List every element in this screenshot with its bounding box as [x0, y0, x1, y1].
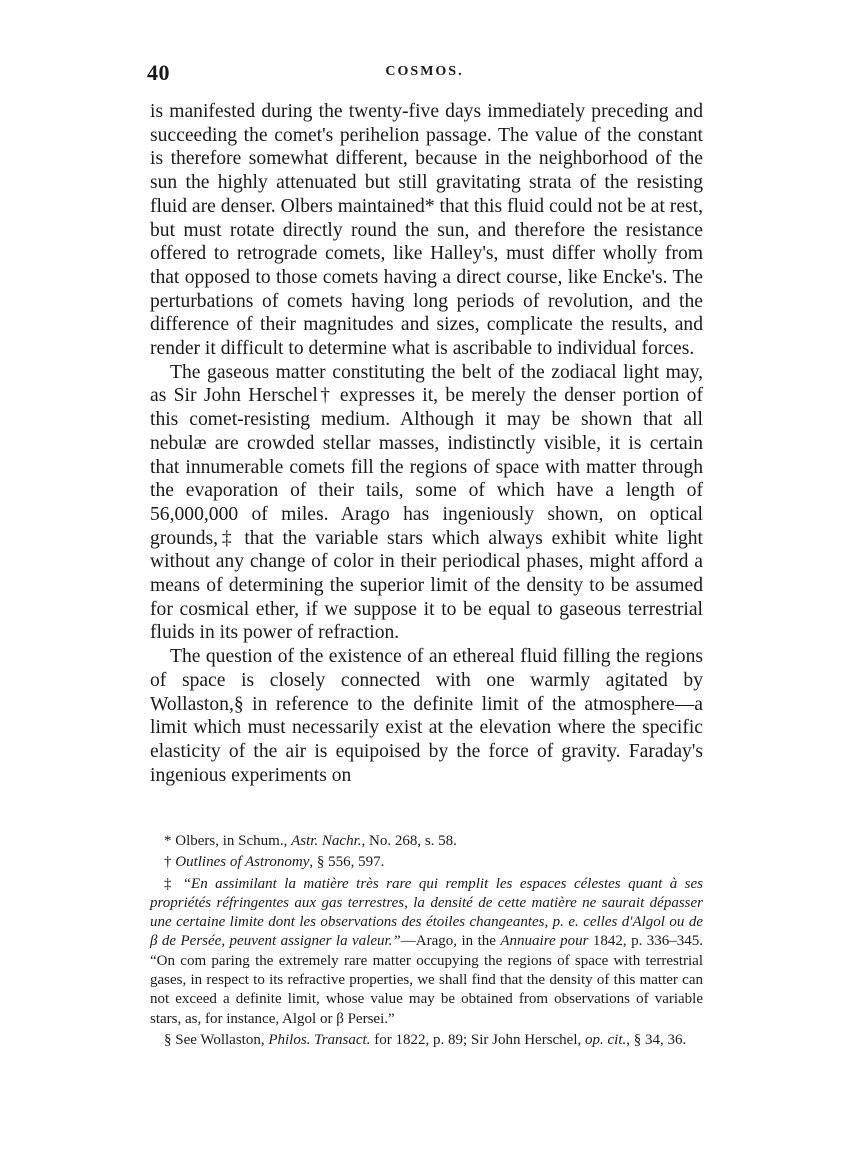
footnote-4: § See Wollaston, Philos. Transact. for 1822, p. 89; Sir John Herschel, op. cit., § 34, 36. — [164, 1031, 687, 1048]
paragraph-3: The question of the existence of an ethereal fluid filling the regions of space is closely connected with one warmly agitated by Wollaston,§ in reference to the definite limit of the atmosphere—a limit which must necessarily exist at the elevation where the specific elasticity of the air is equipoised by the force of gravity. Faraday's ingenious experiments on — [150, 646, 703, 786]
french-quote: “En assimilant la matière très rare qui remplit les espaces célestes quant à ses propriétés réfringentes aux gas terrestres, la densité de cette matière ne saurait dépasser une certaine limite dont les observations des étoiles changeantes, p. e. celles d'Algol ou de β de Persée, peuvent assigner la valeur.” — [150, 875, 704, 950]
footnotes — [150, 832, 703, 1052]
paragraph-2: The gaseous matter constituting the belt of the zodiacal light may, as Sir John Herschel† expresses it, be merely the denser portion of this comet-resisting medium. Although it may be shown that all nebulæ are crowded stellar masses, indistinctly visible, it is certain that innumerable comets fill the regions of space with matter through the evaporation of their tails, some of which have a length of 56,000,000 of miles. Arago has ingeniously shown, on optical grounds,‡ that the variable stars which always exhibit white light without any change of color in their periodical phases, might afford a means of determining the superior limit of the density to be assumed for cosmical ether, if we suppose it to be equal to gaseous terrestrial fluids in its power of refraction. — [150, 361, 703, 644]
footnote-mark: † — [164, 854, 172, 871]
paragraph-1: is manifested during the twenty-five days immediately preceding and succeeding the comet's perihelion passage. The value of the constant is therefore somewhat different, because in the neighborhood of the sun the highly attenuated but still gravitating strata of the resisting fluid are denser. Olbers maintained* that this fluid could not be at rest, but must rotate directly round the sun, and therefore the resistance offered to retrograde comets, like Halley's, must differ wholly from that opposed to those comets having a direct course, like Encke's. The perturbations of comets having long periods of revolution, and the difference of their magnitudes and sizes, complicate the results, and render it difficult to determine what is ascribable to individual forces. — [150, 101, 703, 360]
main-text — [150, 100, 703, 787]
running-head: COSMOS. — [385, 64, 464, 79]
book-title: Outlines of Astronomy — [175, 854, 310, 871]
journal-title: Philos. Transact. — [268, 1031, 371, 1048]
footnote-mark: ‡ — [164, 875, 176, 892]
journal-title: Astr. Nachr. — [291, 833, 362, 849]
footnote-3: ‡ “En assimilant la matière très rare qui remplit les espaces célestes quant à ses propriétés réfringentes aux gas terrestres, la densité de cette matière ne saurait dépasser une certaine limite dont les observations des étoiles changeantes, p. e. celles d'Algol ou de β de Persée, peuvent assigner la valeur.”—Arago, in the Annuaire pour 1842, p. 336–345. “On com paring the extremely rare matter occupying the regions of space with terrestrial gases, in respect to its refractive properties, we shall find that the density of this matter can not exceed a definite limit, whose value may be obtained from observations of variable stars, as, for instance, Algol or β Persei.” — [150, 875, 704, 1027]
annuaire-title: Annuaire pour — [500, 933, 589, 950]
page-number: 40 — [147, 60, 170, 85]
footnote-2: † Outlines of Astronomy, § 556, 597. — [164, 854, 385, 871]
footnote-mark: * — [164, 833, 172, 849]
footnote-mark: § — [164, 1031, 172, 1048]
op-cit: op. cit. — [585, 1031, 627, 1048]
footnote-1: * Olbers, in Schum., Astr. Nachr., No. 268, s. 58. — [164, 833, 457, 849]
page-header — [147, 60, 702, 90]
